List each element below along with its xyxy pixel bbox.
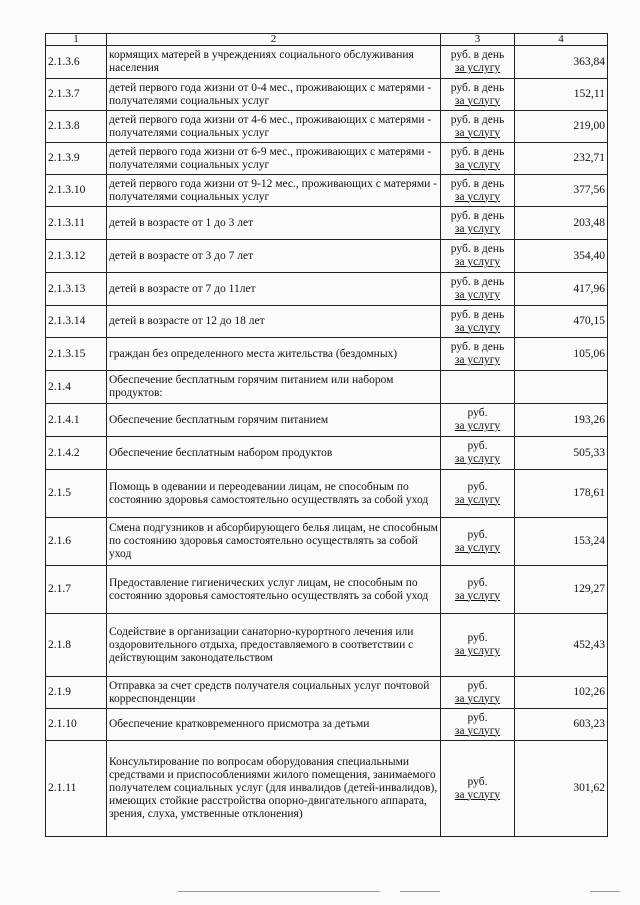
unit-cell [441,306,515,338]
unit-cell [441,46,515,79]
footer-rule [178,891,380,892]
service-code: 2.1.3.12 [46,240,107,273]
price-value [515,371,608,404]
price-value: 470,15 [515,306,608,338]
table-row [46,207,608,240]
column-number-2: 2 [107,34,441,46]
table-row [46,437,608,470]
service-name: кормящих матерей в учреждениях социального обслуживания населения [107,46,441,79]
service-name: детей в возрасте от 1 до 3 лет [107,207,441,240]
unit-line-2: за услугу [454,223,501,235]
table-row [46,46,608,79]
service-code: 2.1.9 [46,677,107,709]
table-row [46,518,608,566]
unit-line-1: руб. [467,632,488,644]
table-row [46,338,608,371]
service-name: граждан без определенного места жительства (бездомных) [107,338,441,371]
unit-line-2: за услугу [454,541,501,554]
table-row [46,273,608,306]
service-code: 2.1.4.1 [46,404,107,437]
tariff-table-body [46,34,608,837]
unit-line-2: за услугу [454,62,501,74]
unit-line-1: руб. в день [450,177,505,190]
unit-line-1: руб. в день [450,341,505,353]
unit-line-2: за услугу [454,321,501,334]
price-value: 417,96 [515,273,608,306]
service-name: детей в возрасте от 7 до 11лет [107,273,441,306]
table-row [46,614,608,677]
unit-line-2: за услугу [454,190,501,203]
service-name: детей первого года жизни от 9-12 мес., проживающих с матерями - получателями социальных услуг [107,175,441,207]
unit-line-1: руб. в день [450,243,505,255]
column-number-1: 1 [46,34,107,46]
unit-line-2: за услугу [454,645,501,657]
service-name: Помощь в одевании и переодевании лицам, не способным по состоянию здоровья самостоятельно осуществлять за собой уход [107,470,441,518]
column-number-row [46,34,608,46]
unit-line-1: руб. [467,775,488,788]
price-value: 193,26 [515,404,608,437]
service-code: 2.1.3.10 [46,175,107,207]
table-row [46,677,608,709]
service-name: Обеспечение бесплатным набором продуктов [107,437,441,470]
service-name: Содействие в организации санаторно-курортного лечения или оздоровительного отдыха, предоставляемого в соответствии с действующим законодательством [107,614,441,677]
service-name: Обеспечение кратковременного присмотра за детьми [107,709,441,741]
service-name: Предоставление гигиенических услуг лицам, не способным по состоянию здоровья самостоятельно осуществлять за собой уход [107,566,441,614]
service-name: Консультирование по вопросам оборудования специальными средствами и приспособлениями жилого помещения, занимаемого получателем социальных услуг (для инвалидов (детей-инвалидов), имеющих стойкие расстройства опорно-двигательного аппарата, зрения, слуха, умственные отклонения) [107,741,441,837]
unit-line-1: руб. в день [450,81,505,94]
table-row [46,240,608,273]
unit-line-1: руб. в день [450,145,505,158]
footer-rule [590,891,620,892]
table-row [46,306,608,338]
service-name: Обеспечение бесплатным горячим питанием [107,404,441,437]
table-row [46,709,608,741]
column-number-4: 4 [515,34,608,46]
price-value: 219,00 [515,111,608,143]
service-code: 2.1.10 [46,709,107,741]
service-code: 2.1.7 [46,566,107,614]
service-code: 2.1.3.15 [46,338,107,371]
unit-line-1: руб. в день [450,210,505,222]
service-name: детей первого года жизни от 0-4 мес., проживающих с матерями - получателями социальных услуг [107,79,441,111]
service-code: 2.1.3.9 [46,143,107,175]
table-row [46,404,608,437]
table-row [46,741,608,837]
unit-cell [441,79,515,111]
table-row [46,566,608,614]
table-row [46,175,608,207]
unit-line-2: за услугу [454,158,501,171]
unit-cell [441,518,515,566]
service-code: 2.1.4 [46,371,107,404]
footer-rule [400,891,440,892]
service-name: Смена подгузников и абсорбирующего белья лицам, не способным по состоянию здоровья самостоятельно осуществлять за собой уход [107,518,441,566]
unit-line-2: за услугу [454,94,501,107]
unit-line-1: руб. [467,679,488,692]
unit-line-2: за услугу [454,289,501,301]
unit-cell [441,273,515,306]
service-code: 2.1.3.11 [46,207,107,240]
service-code: 2.1.5 [46,470,107,518]
service-name: Обеспечение бесплатным горячим питанием или набором продуктов: [107,371,441,404]
document-page [45,33,608,837]
unit-cell [441,143,515,175]
price-value: 102,26 [515,677,608,709]
unit-line-1: руб. в день [450,276,505,288]
unit-cell [441,470,515,518]
unit-cell [441,207,515,240]
table-row [46,143,608,175]
unit-cell [441,709,515,741]
unit-line-2: за услугу [454,493,501,506]
unit-line-1: руб. в день [450,49,505,61]
unit-line-1: руб. [467,576,488,589]
unit-cell [441,437,515,470]
unit-line-2: за услугу [454,788,501,801]
service-name: детей первого года жизни от 6-9 мес., проживающих с матерями - получателями социальных услуг [107,143,441,175]
unit-cell [441,371,515,404]
unit-line-1: руб. [467,407,488,419]
unit-line-1: руб. [467,480,488,493]
unit-cell [441,741,515,837]
unit-line-2: за услугу [454,420,501,432]
unit-cell [441,111,515,143]
unit-line-2: за услугу [454,589,501,602]
table-row [46,79,608,111]
price-value: 363,84 [515,46,608,79]
table-row [46,371,608,404]
service-code: 2.1.3.14 [46,306,107,338]
service-code: 2.1.6 [46,518,107,566]
tariff-table [45,33,608,837]
service-code: 2.1.3.7 [46,79,107,111]
unit-cell [441,175,515,207]
service-code: 2.1.11 [46,741,107,837]
price-value: 129,27 [515,566,608,614]
unit-line-1: руб. в день [450,308,505,321]
service-code: 2.1.3.13 [46,273,107,306]
service-code: 2.1.4.2 [46,437,107,470]
column-number-3: 3 [441,34,515,46]
unit-cell [441,338,515,371]
table-row [46,111,608,143]
service-name: Отправка за счет средств получателя социальных услуг почтовой корреспонденции [107,677,441,709]
price-value: 505,33 [515,437,608,470]
unit-cell [441,404,515,437]
unit-cell [441,566,515,614]
unit-line-1: руб. в день [450,113,505,126]
price-value: 603,23 [515,709,608,741]
price-value: 203,48 [515,207,608,240]
service-name: детей в возрасте от 3 до 7 лет [107,240,441,273]
service-code: 2.1.3.8 [46,111,107,143]
service-code: 2.1.3.6 [46,46,107,79]
unit-line-1: руб. [467,440,488,452]
unit-line-2: за услугу [454,692,501,705]
service-name: детей в возрасте от 12 до 18 лет [107,306,441,338]
price-value: 152,11 [515,79,608,111]
unit-line-2: за услугу [454,453,501,465]
price-value: 105,06 [515,338,608,371]
unit-line-2: за услугу [454,126,501,139]
unit-line-2: за услугу [454,354,501,366]
price-value: 301,62 [515,741,608,837]
unit-line-1: руб. [467,528,488,541]
table-row [46,470,608,518]
price-value: 452,43 [515,614,608,677]
unit-line-2: за услугу [454,724,501,737]
unit-cell [441,677,515,709]
price-value: 178,61 [515,470,608,518]
unit-line-2: за услугу [454,256,501,268]
unit-cell [441,240,515,273]
unit-cell [441,614,515,677]
price-value: 232,71 [515,143,608,175]
unit-line-1: руб. [467,711,488,724]
price-value: 153,24 [515,518,608,566]
service-code: 2.1.8 [46,614,107,677]
price-value: 377,56 [515,175,608,207]
price-value: 354,40 [515,240,608,273]
service-name: детей первого года жизни от 4-6 мес., проживающих с матерями - получателями социальных услуг [107,111,441,143]
